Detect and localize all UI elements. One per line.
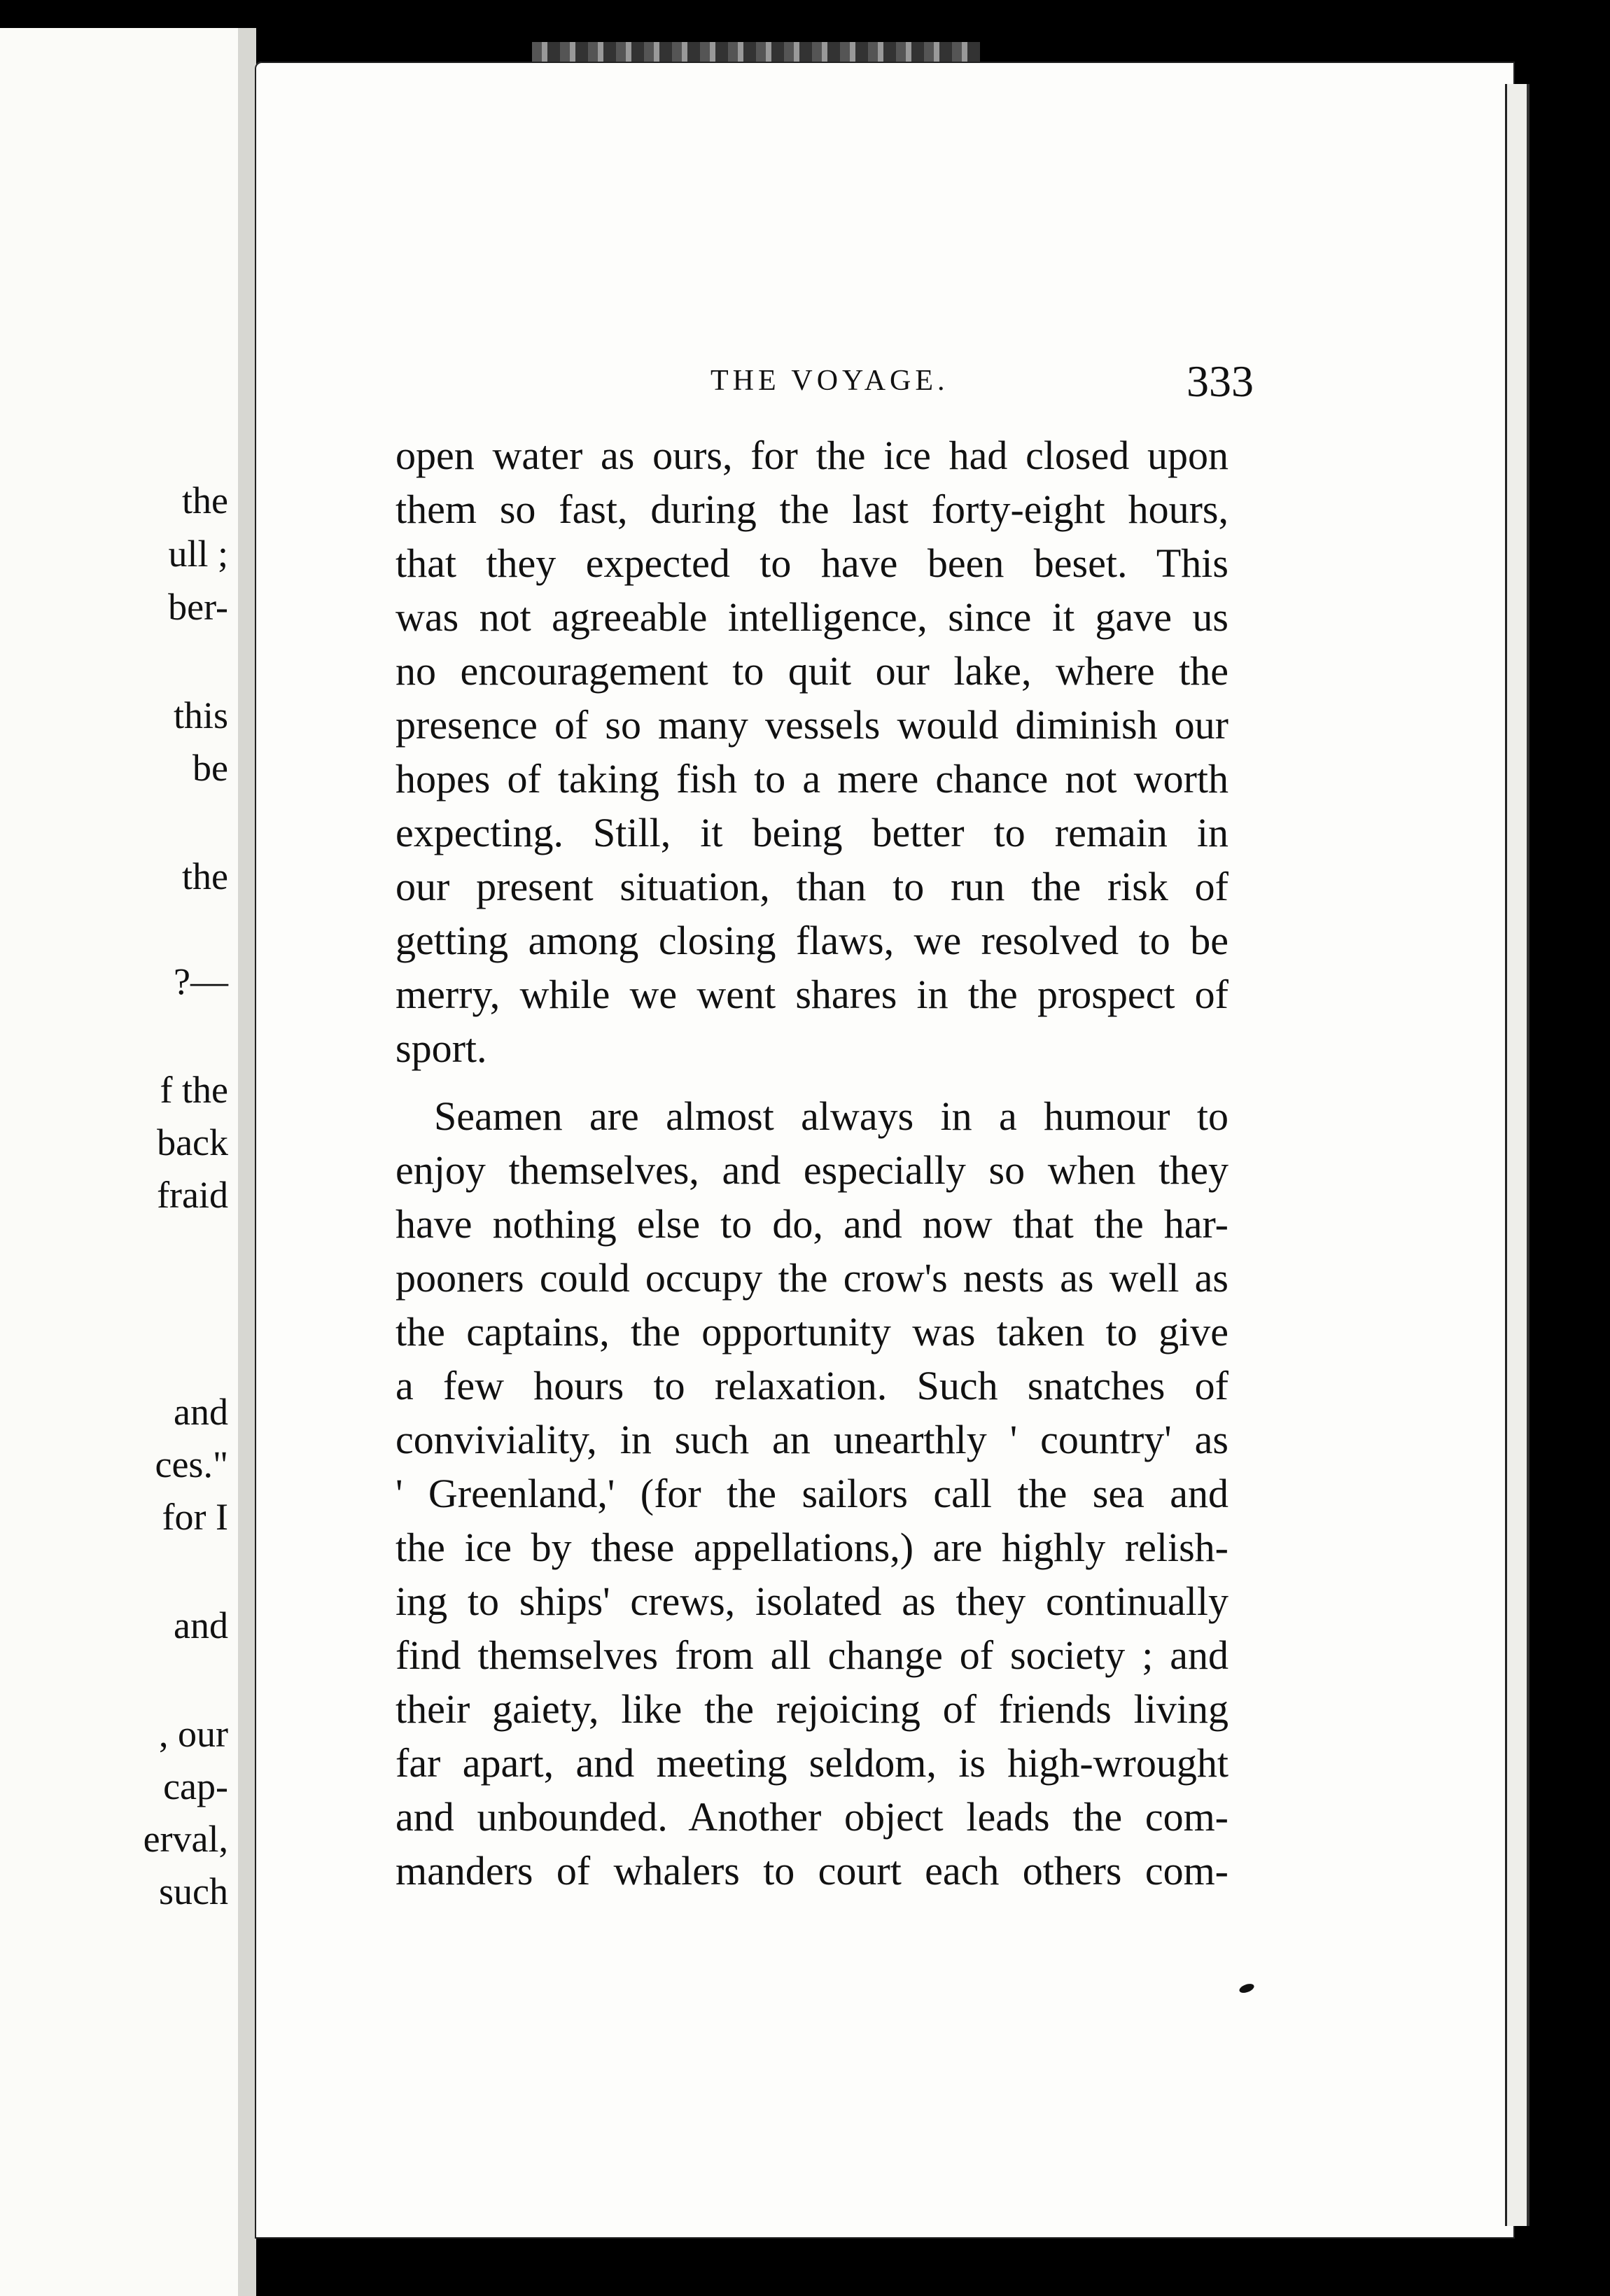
text-line: find themselves from all change of society ; and bbox=[396, 1632, 1228, 1678]
text-line: their gaiety, like the rejoicing of friends living bbox=[396, 1686, 1228, 1732]
text-line: the ice by these appellations,) are highly relish- bbox=[396, 1525, 1228, 1570]
text-line: have nothing else to do, and now that the har- bbox=[396, 1201, 1228, 1247]
text-line: and unbounded. Another object leads the com- bbox=[396, 1794, 1228, 1840]
left-page-fragment: fraid bbox=[157, 1174, 228, 1216]
left-page-fragment: for I bbox=[162, 1496, 228, 1538]
text-line: expecting. Still, it being better to remain in bbox=[396, 810, 1228, 855]
text-line: presence of so many vessels would diminish our bbox=[396, 702, 1228, 748]
text-line: manders of whalers to court each others com- bbox=[396, 1848, 1228, 1893]
page-body-text bbox=[396, 428, 1228, 1898]
page-top-edge bbox=[532, 42, 980, 63]
text-line: ' Greenland,' (for the sailors call the sea and bbox=[396, 1471, 1228, 1516]
left-page-fragment: and bbox=[174, 1604, 228, 1646]
left-page-fragment: such bbox=[159, 1870, 228, 1912]
text-line: merry, while we went shares in the prospect of bbox=[396, 972, 1228, 1017]
text-line: pooners could occupy the crow's nests as well as bbox=[396, 1255, 1228, 1301]
left-page-fragment: ?— bbox=[174, 960, 228, 1002]
text-line: open water as ours, for the ice had closed upon bbox=[396, 433, 1228, 478]
text-line: ing to ships' crews, isolated as they continually bbox=[396, 1578, 1228, 1624]
text-line: conviviality, in such an unearthly ' country' as bbox=[396, 1417, 1228, 1462]
text-line: them so fast, during the last forty-eight hours, bbox=[396, 486, 1228, 532]
paragraph-break bbox=[396, 1075, 1228, 1089]
left-page-fragment: f the bbox=[160, 1069, 228, 1111]
left-page-fragment: be bbox=[192, 747, 228, 789]
text-line: hopes of taking fish to a mere chance not worth bbox=[396, 756, 1228, 802]
book-gutter bbox=[238, 28, 256, 2296]
text-line: a few hours to relaxation. Such snatches of bbox=[396, 1363, 1228, 1408]
page-fore-edge bbox=[1505, 84, 1530, 2226]
text-line: no encouragement to quit our lake, where the bbox=[396, 648, 1228, 694]
left-page-fragment: , our bbox=[159, 1713, 228, 1755]
running-head: THE VOYAGE. bbox=[710, 365, 949, 397]
text-line: far apart, and meeting seldom, is high-wrought bbox=[396, 1740, 1228, 1786]
text-line: enjoy themselves, and especially so when they bbox=[396, 1147, 1228, 1193]
text-line: that they expected to have been beset. This bbox=[396, 540, 1228, 586]
page-number: 333 bbox=[1186, 356, 1254, 406]
text-line: getting among closing flaws, we resolved to be bbox=[396, 918, 1228, 963]
left-page-fragment: ces." bbox=[155, 1443, 228, 1485]
left-page-fragment: erval, bbox=[143, 1818, 228, 1860]
text-line: the captains, the opportunity was taken to give bbox=[396, 1309, 1228, 1354]
left-page-fragment: the bbox=[182, 855, 228, 897]
text-line: Seamen are almost always in a humour to bbox=[434, 1093, 1228, 1139]
left-page-fragment: ull ; bbox=[168, 533, 228, 575]
left-page-fragment: ber- bbox=[168, 586, 228, 628]
text-line: was not agreeable intelligence, since it gave us bbox=[396, 594, 1228, 640]
left-facing-page bbox=[0, 28, 248, 2296]
left-page-fragment: this bbox=[173, 694, 228, 736]
text-line: our present situation, than to run the risk of bbox=[396, 864, 1228, 909]
left-page-fragment: and bbox=[174, 1391, 228, 1433]
text-line: sport. bbox=[396, 1026, 487, 1071]
left-page-fragment: back bbox=[157, 1121, 228, 1163]
left-page-fragment: the bbox=[182, 479, 228, 522]
left-page-fragment: cap- bbox=[163, 1765, 228, 1807]
